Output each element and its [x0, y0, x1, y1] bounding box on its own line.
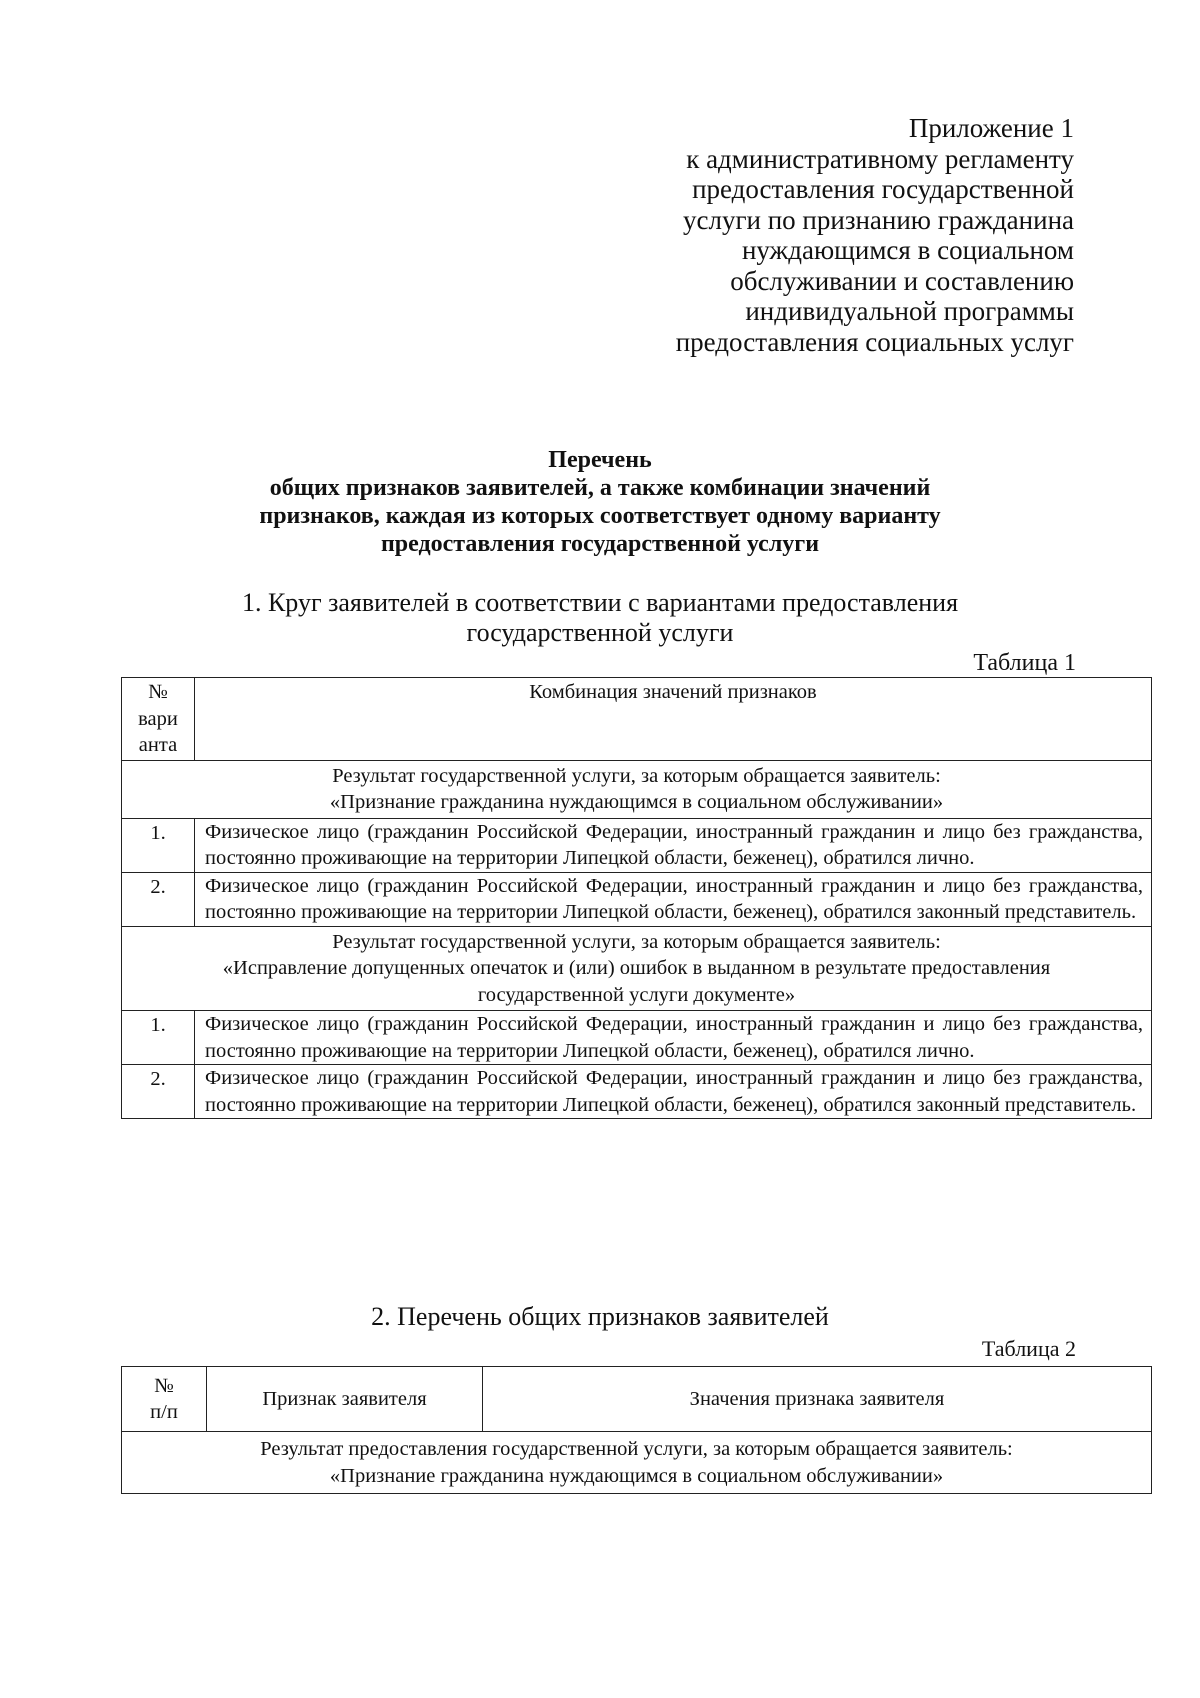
- appendix-line: индивидуальной программы: [745, 296, 1074, 326]
- result-line: «Признание гражданина нуждающимся в социальном обслуживании»: [329, 791, 944, 813]
- section-1-heading-line: 1. Круг заявителей в соответствии с вариантами предоставления: [241, 588, 959, 617]
- appendix-line: предоставления государственной: [692, 174, 1074, 204]
- header-num-line: анта: [138, 734, 178, 756]
- table-1: [121, 677, 1152, 1119]
- title-line: общих признаков заявителей, а также комбинации значений: [269, 475, 931, 501]
- result-cell: [122, 926, 1152, 1011]
- appendix-line: нуждающимся в социальном: [741, 235, 1074, 265]
- table-2-label: Таблица 2: [981, 1336, 1076, 1361]
- table-1-header-num: [122, 678, 195, 761]
- table-row: [122, 760, 1152, 818]
- result-line: Результат предоставления государственной услуги, за которым обращается заявитель:: [260, 1438, 1013, 1460]
- table-row: [122, 872, 1152, 926]
- header-num-line: п/п: [150, 1401, 178, 1423]
- section-1-heading-line: государственной услуги: [466, 618, 734, 647]
- table-1-label: Таблица 1: [973, 650, 1076, 676]
- variant-description: Физическое лицо (гражданин Российской Федерации, иностранный гражданин и лицо без гражданства, постоянно проживающие на территории Липецкой области, беженец), обратился законный представитель.: [195, 872, 1152, 926]
- table-row: [122, 1065, 1152, 1119]
- variant-number: 2.: [122, 872, 195, 926]
- table-row: [122, 818, 1152, 872]
- result-line: государственной услуги документе»: [477, 983, 796, 1006]
- result-line: Результат государственной услуги, за которым обращается заявитель:: [332, 930, 941, 953]
- table-2-header-sign: Признак заявителя: [207, 1367, 483, 1432]
- table-2: [121, 1366, 1152, 1494]
- table-1-header-row: [122, 678, 1152, 761]
- variant-description: Физическое лицо (гражданин Российской Федерации, иностранный гражданин и лицо без гражданства, постоянно проживающие на территории Липецкой области, беженец), обратился законный представитель.: [195, 1065, 1152, 1119]
- table-row: [122, 926, 1152, 1011]
- table-row: [122, 1432, 1152, 1494]
- appendix-line: к административному регламенту: [686, 143, 1074, 174]
- title-line: Перечень: [548, 447, 652, 473]
- result-line: «Исправление допущенных опечаток и (или) ошибок в выданном в результате предоставления: [222, 957, 1051, 979]
- appendix-line: предоставления социальных услуг: [675, 326, 1074, 357]
- section-1-heading: [0, 588, 1200, 648]
- result-line: «Признание гражданина нуждающимся в социальном обслуживании»: [329, 1464, 944, 1487]
- variant-number: 2.: [122, 1065, 195, 1119]
- result-cell: [122, 760, 1152, 818]
- result-line: Результат государственной услуги, за которым обращается заявитель:: [332, 764, 941, 787]
- table-1-header-desc: Комбинация значений признаков: [195, 678, 1152, 761]
- variant-number: 1.: [122, 818, 195, 872]
- header-num-line: №: [148, 681, 168, 703]
- variant-description: Физическое лицо (гражданин Российской Федерации, иностранный гражданин и лицо без гражданства, постоянно проживающие на территории Липецкой области, беженец), обратился лично.: [195, 818, 1152, 872]
- table-row: [122, 1011, 1152, 1065]
- variant-number: 1.: [122, 1011, 195, 1065]
- appendix-line: услуги по признанию гражданина: [682, 204, 1074, 235]
- table-2-header-row: [122, 1367, 1152, 1432]
- appendix-block: [676, 113, 1074, 357]
- header-num-line: №: [154, 1374, 174, 1397]
- appendix-line: обслуживании и составлению: [730, 265, 1074, 296]
- appendix-line: Приложение 1: [908, 113, 1074, 143]
- result-cell: [122, 1432, 1152, 1494]
- header-num-line: вари: [138, 707, 178, 730]
- title-line: признаков, каждая из которых соответствует одному варианту: [259, 503, 941, 529]
- variant-description: Физическое лицо (гражданин Российской Федерации, иностранный гражданин и лицо без гражданства, постоянно проживающие на территории Липецкой области, беженец), обратился лично.: [195, 1011, 1152, 1065]
- section-2-heading: 2. Перечень общих признаков заявителей: [371, 1302, 829, 1331]
- table-2-header-num: [122, 1367, 207, 1432]
- table-2-header-values: Значения признака заявителя: [483, 1367, 1152, 1432]
- document-title: [0, 446, 1200, 558]
- title-line: предоставления государственной услуги: [380, 531, 820, 557]
